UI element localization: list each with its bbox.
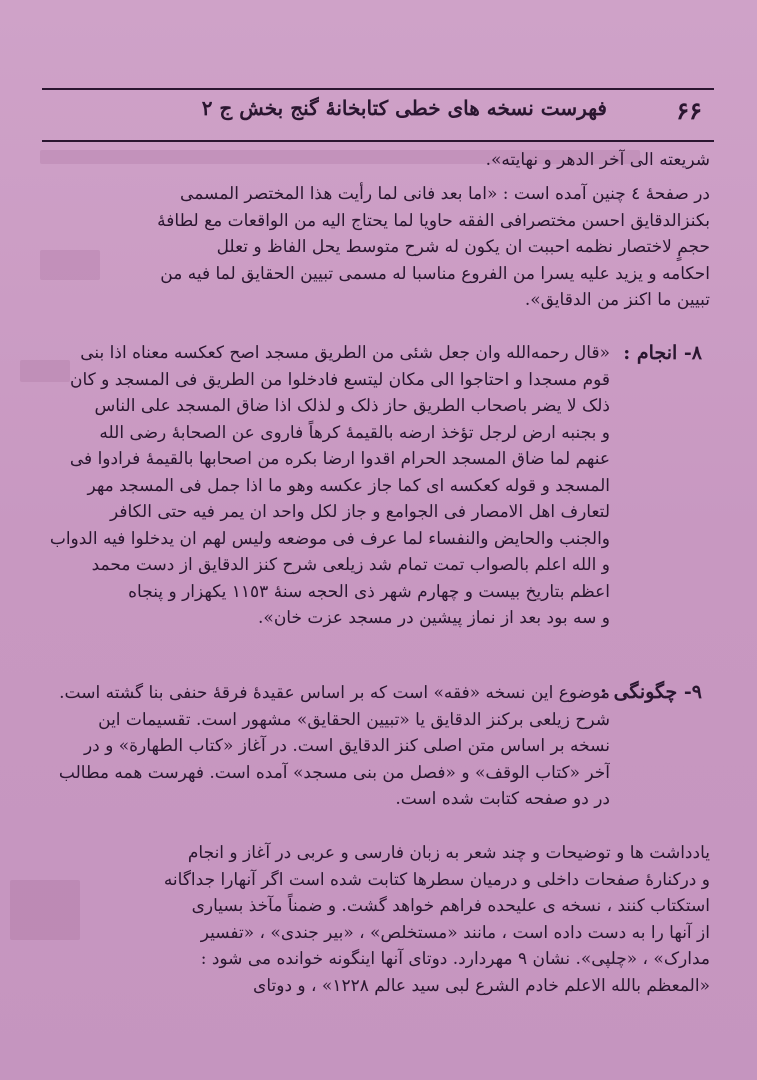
section-8-label: ۸- انجام : xyxy=(623,342,702,364)
text-line: حجمٍ لاختصار نظمه احببت ان یکون له شرح متوسط یحل الفاظ و تعلل xyxy=(216,237,710,257)
text-line: بکنزالدقایق احسن مختصرافی الفقه حاویا لما یحتاج الیه من الواقعات مع لطافهٔ xyxy=(157,210,710,231)
text-line: المسجد و قوله کعکسه ای کما جاز عکسه وهو ما اذا جمل فی المسجد مهر xyxy=(87,475,610,496)
text-line: آخر «کتاب الوقف» و «فصل من بنی مسجد» آمده است. فهرست همه مطالب xyxy=(58,762,610,783)
text-line: عنهم لما ضاق المسجد الحرام اقدوا ارضا بکره من اصحابها بالقیمهٔ فرادوا فی xyxy=(69,449,610,469)
text-line: ذلک لا یضر باصحاب الطریق حاز ذلک و لذلک اذا ضاق المسجد علی الناس xyxy=(94,396,610,416)
paragraph-preface xyxy=(45,181,710,314)
section-8-body xyxy=(45,340,610,632)
text-line: موضوع این نسخه «فقه» است که بر اساس عقیدهٔ فرقهٔ حنفی بنا گشته است. xyxy=(59,683,610,703)
text-line: از آنها را به دست داده است ، مانند «مستخلص» ، «بیر جندی» ، «تفسیر xyxy=(200,922,710,943)
header-bottom-rule xyxy=(42,140,714,142)
text-line: در صفحهٔ ٤ چنین آمده است : «اما بعد فانی لما رأیت هذا المختصر المسمی xyxy=(180,184,710,204)
section-9-label: ۹- چگونگی : xyxy=(599,681,702,703)
text-line: استکتاب کنند ، نسخه ی علیحده فراهم خواهد گشت. و ضمناً مآخذ بسیاری xyxy=(191,896,710,916)
header-top-rule xyxy=(42,88,714,90)
text-line: و سه بود بعد از نماز پیشین در مسجد عزت خان». xyxy=(258,608,610,628)
text-line: «المعظم بالله الاعلم خادم الشرع لبی سید عالم ۱۲۲۸» ، و دوتای xyxy=(253,975,710,996)
text-line: و درکنارهٔ صفحات داخلی و درمیان سطرها کتابت شده است اگر آنهارا جداگانه xyxy=(163,869,710,890)
text-line: احکامه و یزید علیه یسرا من الفروع مناسبا له مسمی تبیین الحقایق لما فیه من xyxy=(160,263,710,284)
text-line: قوم مسجدا و احتاجوا الی مکان لیتسع فادخلوا من الطریق فی المسجد و کان xyxy=(70,369,610,390)
page-header-title: فهرست نسخه های خطی کتابخانهٔ گنج بخش ج ۲ xyxy=(201,96,607,120)
text-line: نسخه بر اساس متن اصلی کنز الدقایق است. در آغاز «کتاب الطهارة» و در xyxy=(83,736,610,756)
text-line: والجنب والحایض والنفساء لما عرف فی موضعه ولیس لهم ان یدخلوا فیه الدواب xyxy=(49,528,610,549)
section-9-body xyxy=(45,680,610,813)
paragraph-notes xyxy=(45,840,710,999)
text-line: یادداشت ها و توضیحات و چند شعر به زبان فارسی و عربی در آغاز و انجام xyxy=(187,843,710,863)
text-line: لتعارف اهل الامصار فی الجوامع و جاز لکل واحد ان یمر فیه حتی الکافر xyxy=(109,502,610,522)
text-line: تبیین ما اکنز من الدقایق». xyxy=(524,290,710,310)
text-line: اعظم بتاریخ بیست و چهارم شهر ذی الحجه سنهٔ ١١٥٣ یکهزار و پنجاه xyxy=(128,581,610,602)
text-line: مدارک» ، «چلپی». نشان ۹ مهردارد. دوتای آنها اینگونه خوانده می شود : xyxy=(200,949,710,969)
text-line: شرح زیلعی برکنز الدقایق یا «تبیین الحقایق» مشهور است. تقسیمات این xyxy=(98,709,610,730)
page-number: ۶۶ xyxy=(676,96,702,125)
text-line: در دو صفحه کتابت شده است. xyxy=(395,789,610,809)
text-line: و بجنبه ارض لرجل تؤخذ ارضه بالقیمهٔ کرهاً فاروی عن الصحابهٔ رضی الله xyxy=(99,422,610,443)
text-line: و الله اعلم بالصواب تمت تمام شد زیلعی شرح کنز الدقایق از دست محمد xyxy=(91,555,610,575)
text-line: «قال رحمه‌الله وان جعل شئی من الطریق مسجد اصح کعکسه معناه اذا بنی xyxy=(80,343,610,363)
paragraph-opening xyxy=(45,147,710,174)
text-line: شریعته الی آخر الدهر و نهایته». xyxy=(485,150,710,170)
